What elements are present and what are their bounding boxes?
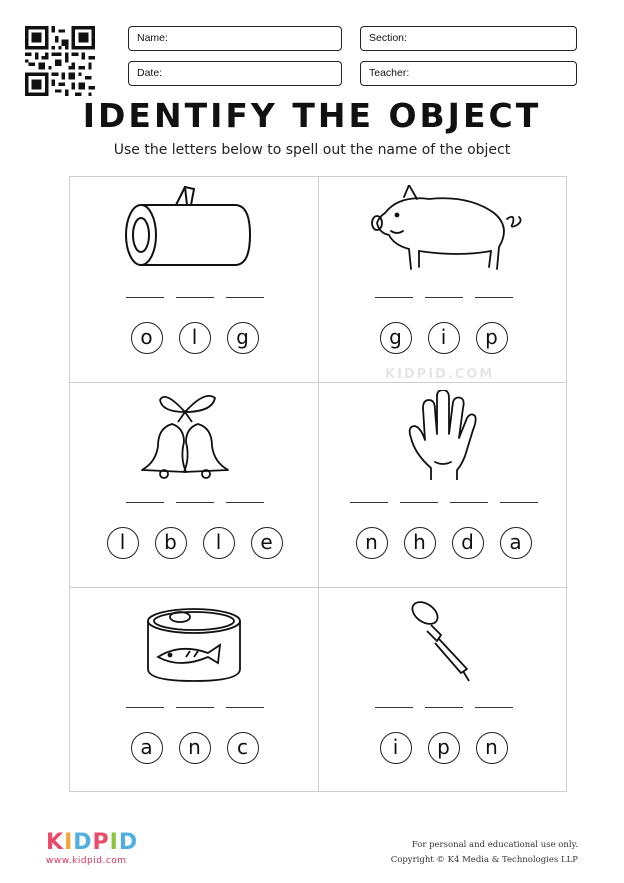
letter-circle: c <box>227 732 259 764</box>
answer-blank[interactable] <box>425 705 463 708</box>
letter-circle: l <box>203 527 235 559</box>
letter-circles <box>319 527 568 559</box>
answer-blank[interactable] <box>126 705 164 708</box>
letter-circles <box>70 322 319 354</box>
logo-letter: D <box>118 830 139 855</box>
page-title: IDENTIFY THE OBJECT <box>82 96 542 135</box>
logo-letter: K <box>46 830 65 855</box>
watermark: KIDPID.COM <box>385 367 495 382</box>
section-field[interactable]: Section: <box>360 26 577 51</box>
answer-blank[interactable] <box>226 705 264 708</box>
logo-letter: I <box>109 830 119 855</box>
letter-circle: a <box>500 527 532 559</box>
pig-icon <box>319 185 568 275</box>
puzzle-cell-can <box>70 587 319 792</box>
tin-can-icon <box>70 595 319 685</box>
letter-circle: n <box>476 732 508 764</box>
answer-blanks[interactable] <box>70 500 319 503</box>
answer-blanks[interactable] <box>319 705 568 708</box>
answer-blank[interactable] <box>475 295 513 298</box>
letter-circle: b <box>155 527 187 559</box>
answer-blanks[interactable] <box>319 295 568 298</box>
letter-circles <box>70 732 319 764</box>
answer-blank[interactable] <box>176 705 214 708</box>
answer-blank[interactable] <box>176 500 214 503</box>
letter-circle: a <box>131 732 163 764</box>
name-field[interactable]: Name: <box>128 26 342 51</box>
logo-letter: I <box>64 830 74 855</box>
puzzle-cell-hand <box>319 382 568 587</box>
answer-blank[interactable] <box>226 500 264 503</box>
letter-circle: i <box>380 732 412 764</box>
answer-blank[interactable] <box>126 295 164 298</box>
logo-url: www.kidpid.com <box>46 856 127 866</box>
teacher-field[interactable]: Teacher: <box>360 61 577 86</box>
letter-circle: l <box>179 322 211 354</box>
qr-code-icon <box>25 26 95 96</box>
answer-blank[interactable] <box>500 500 538 503</box>
answer-blank[interactable] <box>375 295 413 298</box>
hand-icon <box>319 390 568 480</box>
date-field[interactable]: Date: <box>128 61 342 86</box>
bells-icon <box>70 390 319 480</box>
letter-circle: d <box>452 527 484 559</box>
letter-circles <box>319 732 568 764</box>
letter-circle: p <box>476 322 508 354</box>
answer-blank[interactable] <box>226 295 264 298</box>
answer-blank[interactable] <box>425 295 463 298</box>
answer-blank[interactable] <box>375 705 413 708</box>
instructions: Use the letters below to spell out the name of the object <box>113 142 511 158</box>
letter-circle: h <box>404 527 436 559</box>
letter-circle: g <box>380 322 412 354</box>
letter-circle: o <box>131 322 163 354</box>
letter-circle: l <box>107 527 139 559</box>
puzzle-grid <box>69 176 567 792</box>
letter-circle: g <box>227 322 259 354</box>
answer-blanks[interactable] <box>70 705 319 708</box>
letter-circle: e <box>251 527 283 559</box>
answer-blank[interactable] <box>176 295 214 298</box>
puzzle-cell-pig <box>319 177 568 382</box>
letter-circle: n <box>179 732 211 764</box>
logo-letter: D <box>73 830 93 855</box>
answer-blank[interactable] <box>350 500 388 503</box>
letter-circle: n <box>356 527 388 559</box>
answer-blank[interactable] <box>450 500 488 503</box>
answer-blanks[interactable] <box>70 295 319 298</box>
answer-blank[interactable] <box>400 500 438 503</box>
logo-letter: P <box>92 830 110 855</box>
answer-blank[interactable] <box>126 500 164 503</box>
puzzle-cell-bells <box>70 382 319 587</box>
puzzle-cell-log <box>70 177 319 382</box>
letter-circles <box>319 322 568 354</box>
answer-blank[interactable] <box>475 705 513 708</box>
puzzle-cell-pin <box>319 587 568 792</box>
log-icon <box>70 185 319 275</box>
answer-blanks[interactable] <box>319 500 568 503</box>
push-pin-icon <box>319 595 568 685</box>
letter-circle: p <box>428 732 460 764</box>
footer-copyright: Copyright © K4 Media & Technologies LLP <box>390 855 578 865</box>
kidpid-logo <box>46 830 138 855</box>
letter-circle: i <box>428 322 460 354</box>
footer-usage-note: For personal and educational use only. <box>411 840 578 850</box>
letter-circles <box>70 527 319 559</box>
